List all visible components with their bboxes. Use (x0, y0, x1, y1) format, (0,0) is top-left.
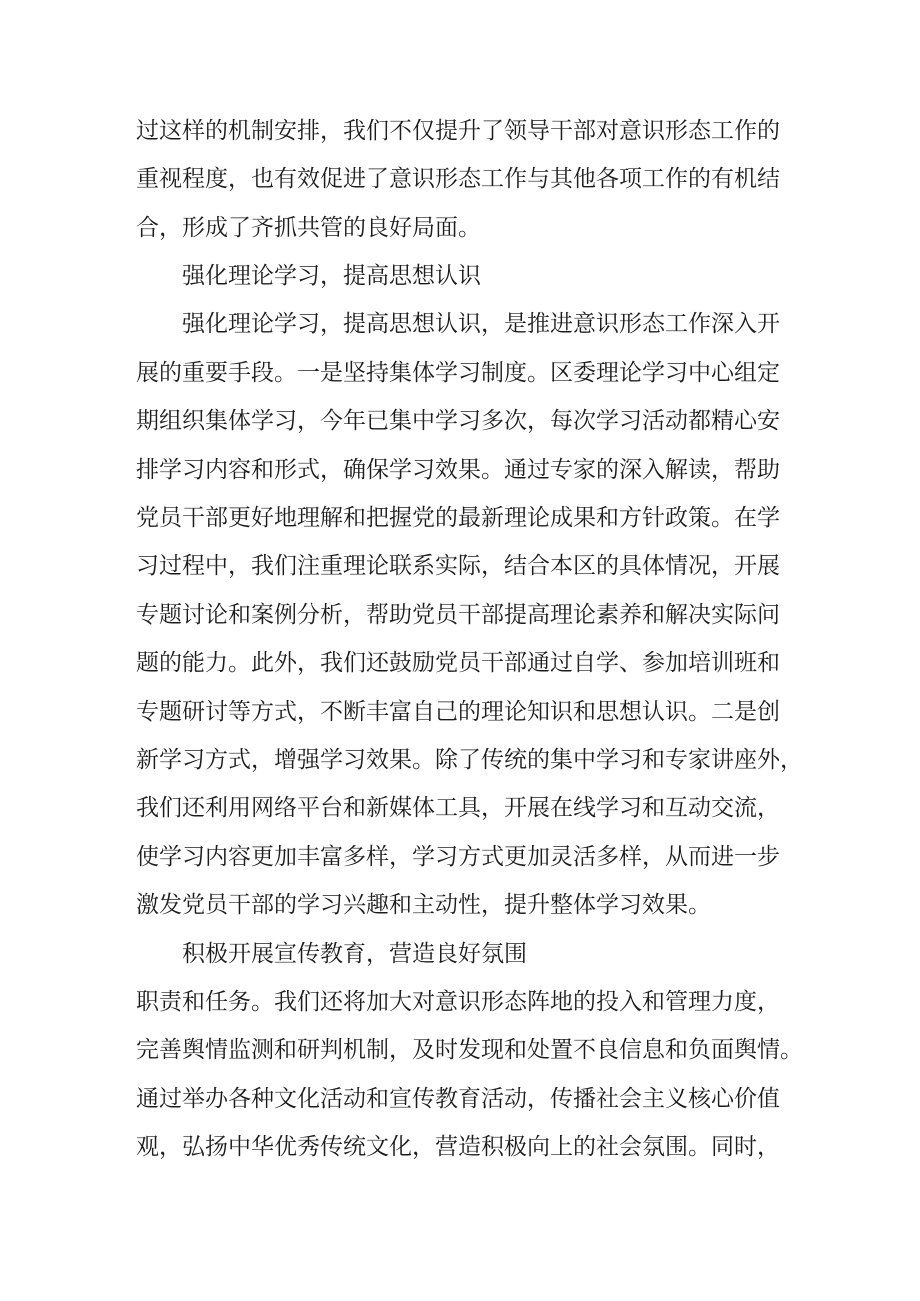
paragraph-line: 习过程中，我们注重理论联系实际，结合本区的具体情况，开展 (136, 553, 780, 579)
paragraph-line: 党员干部更好地理解和把握党的最新理论成果和方针政策。在学 (136, 505, 780, 531)
paragraph-line: 使学习内容更加丰富多样，学习方式更加灵活多样，从而进一步 (136, 844, 780, 870)
paragraph-line: 我们还利用网络平台和新媒体工具，开展在线学习和互动交流， (136, 795, 780, 821)
paragraph-line: 展的重要手段。一是坚持集体学习制度。区委理论学习中心组定 (136, 360, 780, 386)
paragraph-line: 观，弘扬中华优秀传统文化，营造积极向上的社会氛围。同时， (136, 1134, 780, 1160)
paragraph-line: 题的能力。此外，我们还鼓励党员干部通过自学、参加培训班和 (136, 650, 780, 676)
section-heading: 积极开展宣传教育，营造良好氛围 (182, 941, 527, 967)
paragraph-line: 激发党员干部的学习兴趣和主动性，提升整体学习效果。 (136, 892, 711, 918)
paragraph-line: 合，形成了齐抓共管的良好局面。 (136, 215, 481, 241)
paragraph-line: 职责和任务。我们还将加大对意识形态阵地的投入和管理力度， (136, 989, 780, 1015)
paragraph-line: 专题讨论和案例分析，帮助党员干部提高理论素养和解决实际问 (136, 602, 780, 628)
paragraph-line: 通过举办各种文化活动和宣传教育活动，传播社会主义核心价值 (136, 1086, 780, 1112)
section-heading: 强化理论学习，提高思想认识 (182, 263, 481, 289)
paragraph-line: 重视程度，也有效促进了意识形态工作与其他各项工作的有机结 (136, 166, 780, 192)
paragraph-line: 完善舆情监测和研判机制，及时发现和处置不良信息和负面舆情。 (136, 1037, 803, 1063)
paragraph-line: 专题研讨等方式，不断丰富自己的理论知识和思想认识。二是创 (136, 699, 780, 725)
paragraph-line: 排学习内容和形式，确保学习效果。通过专家的深入解读，帮助 (136, 457, 780, 483)
paragraph-line: 新学习方式，增强学习效果。除了传统的集中学习和专家讲座外， (136, 747, 803, 773)
paragraph-line: 强化理论学习，提高思想认识，是推进意识形态工作深入开 (182, 311, 780, 337)
paragraph-line: 过这样的机制安排，我们不仅提升了领导干部对意识形态工作的 (136, 118, 780, 144)
paragraph-line: 期组织集体学习，今年已集中学习多次，每次学习活动都精心安 (136, 408, 780, 434)
